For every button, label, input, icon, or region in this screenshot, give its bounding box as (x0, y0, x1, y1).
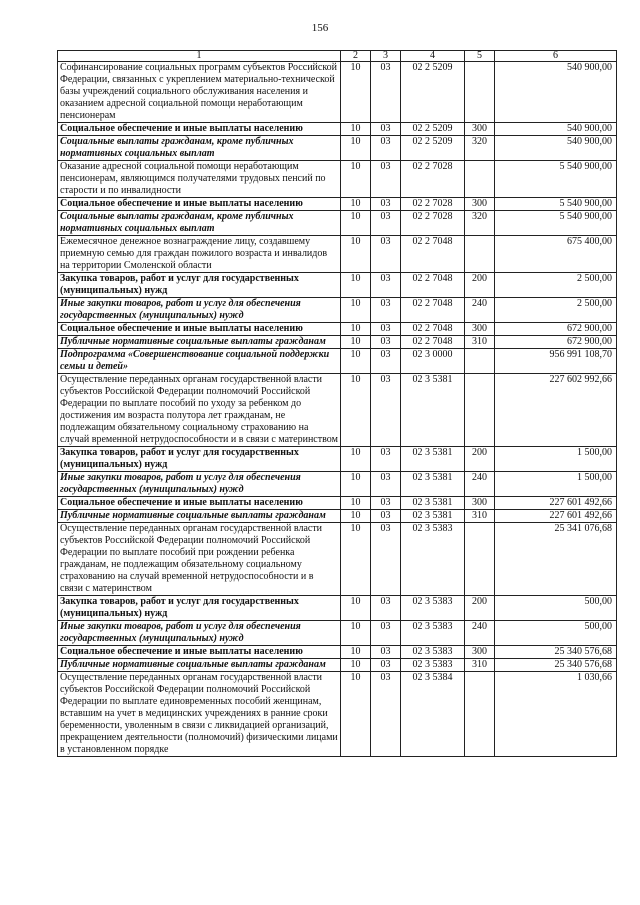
target-article-code: 02 2 7048 (401, 273, 465, 298)
amount: 540 900,00 (495, 136, 617, 161)
section-code: 10 (341, 336, 371, 349)
section-code: 10 (341, 523, 371, 596)
table-row (58, 621, 617, 646)
amount: 672 900,00 (495, 336, 617, 349)
target-article-code: 02 2 7028 (401, 161, 465, 198)
row-description: Иные закупки товаров, работ и услуг для обеспечения государственных (муниципальных) нужд (58, 621, 341, 646)
expense-type-code (465, 62, 495, 123)
row-description: Осуществление переданных органам государственной власти субъектов Российской Федерации полномочий Российской Федерации по выплате пособий по уходу за ребенком до достижения им возраста полутора лет гражданам, не подлежащим обязательному социальному страхованию на случай временной нетрудоспособности и в связи с материнством (58, 374, 341, 447)
table-row (58, 336, 617, 349)
expense-type-code: 240 (465, 298, 495, 323)
target-article-code: 02 2 7048 (401, 298, 465, 323)
table-row (58, 62, 617, 123)
expense-type-code (465, 523, 495, 596)
amount: 1 500,00 (495, 447, 617, 472)
expense-type-code: 310 (465, 659, 495, 672)
subsection-code: 03 (371, 62, 401, 123)
row-description: Ежемесячное денежное вознаграждение лицу, создавшему приемную семью для граждан пожилого возраста и инвалидов на территории Смоленской области (58, 236, 341, 273)
expense-type-code (465, 374, 495, 447)
table-row (58, 510, 617, 523)
row-description: Осуществление переданных органам государственной власти субъектов Российской Федерации полномочий Российской Федерации по выплате единовременных пособий женщинам, вставшим на учет в медицинских учреждениях в ранние сроки беременности, уволенным в связи с ликвидацией организаций, прекращением деятельности (полномочий) физическими лицами в установленном порядке (58, 672, 341, 757)
amount: 500,00 (495, 621, 617, 646)
amount: 2 500,00 (495, 298, 617, 323)
section-code: 10 (341, 646, 371, 659)
row-description: Публичные нормативные социальные выплаты гражданам (58, 659, 341, 672)
expense-type-code: 300 (465, 198, 495, 211)
target-article-code: 02 3 5383 (401, 523, 465, 596)
amount: 1 030,66 (495, 672, 617, 757)
section-code: 10 (341, 659, 371, 672)
table-row (58, 659, 617, 672)
target-article-code: 02 2 7028 (401, 198, 465, 211)
section-code: 10 (341, 323, 371, 336)
subsection-code: 03 (371, 136, 401, 161)
subsection-code: 03 (371, 510, 401, 523)
section-code: 10 (341, 211, 371, 236)
subsection-code: 03 (371, 161, 401, 198)
subsection-code: 03 (371, 236, 401, 273)
amount: 500,00 (495, 596, 617, 621)
target-article-code: 02 3 0000 (401, 349, 465, 374)
section-code: 10 (341, 497, 371, 510)
table-row (58, 161, 617, 198)
row-description: Закупка товаров, работ и услуг для государственных (муниципальных) нужд (58, 596, 341, 621)
target-article-code: 02 2 7048 (401, 336, 465, 349)
row-description: Осуществление переданных органам государственной власти субъектов Российской Федерации полномочий Российской Федерации по выплате пособий при рождении ребенка гражданам, не подлежащим обязательному социальному страхованию на случай временной нетрудоспособности и в связи с материнством (58, 523, 341, 596)
table-row (58, 198, 617, 211)
expense-type-code: 310 (465, 336, 495, 349)
section-code: 10 (341, 198, 371, 211)
expense-type-code (465, 161, 495, 198)
expense-type-code: 200 (465, 273, 495, 298)
amount: 227 601 492,66 (495, 510, 617, 523)
amount: 540 900,00 (495, 62, 617, 123)
row-description: Социальные выплаты гражданам, кроме публичных нормативных социальных выплат (58, 136, 341, 161)
row-description: Социальное обеспечение и иные выплаты населению (58, 646, 341, 659)
target-article-code: 02 3 5383 (401, 659, 465, 672)
subsection-code: 03 (371, 596, 401, 621)
target-article-code: 02 2 5209 (401, 62, 465, 123)
budget-table (57, 50, 617, 757)
row-description: Социальное обеспечение и иные выплаты населению (58, 497, 341, 510)
target-article-code: 02 3 5381 (401, 374, 465, 447)
row-description: Иные закупки товаров, работ и услуг для обеспечения государственных (муниципальных) нужд (58, 472, 341, 497)
amount: 25 340 576,68 (495, 646, 617, 659)
table-row (58, 273, 617, 298)
target-article-code: 02 3 5381 (401, 447, 465, 472)
table-row (58, 523, 617, 596)
subsection-code: 03 (371, 621, 401, 646)
header-cell: 2 (341, 51, 371, 62)
row-description: Социальное обеспечение и иные выплаты населению (58, 123, 341, 136)
section-code: 10 (341, 447, 371, 472)
subsection-code: 03 (371, 198, 401, 211)
section-code: 10 (341, 510, 371, 523)
expense-type-code: 240 (465, 621, 495, 646)
target-article-code: 02 2 5209 (401, 136, 465, 161)
row-description: Закупка товаров, работ и услуг для государственных (муниципальных) нужд (58, 447, 341, 472)
section-code: 10 (341, 472, 371, 497)
amount: 25 341 076,68 (495, 523, 617, 596)
table-row (58, 596, 617, 621)
table-row (58, 323, 617, 336)
target-article-code: 02 2 5209 (401, 123, 465, 136)
row-description: Подпрограмма «Совершенствование социальной поддержки семьи и детей» (58, 349, 341, 374)
target-article-code: 02 3 5383 (401, 621, 465, 646)
table-row (58, 672, 617, 757)
table-row (58, 646, 617, 659)
section-code: 10 (341, 298, 371, 323)
amount: 5 540 900,00 (495, 211, 617, 236)
amount: 25 340 576,68 (495, 659, 617, 672)
subsection-code: 03 (371, 211, 401, 236)
amount: 540 900,00 (495, 123, 617, 136)
target-article-code: 02 3 5381 (401, 510, 465, 523)
expense-type-code: 320 (465, 211, 495, 236)
amount: 956 991 108,70 (495, 349, 617, 374)
target-article-code: 02 3 5383 (401, 646, 465, 659)
section-code: 10 (341, 236, 371, 273)
row-description: Публичные нормативные социальные выплаты гражданам (58, 510, 341, 523)
amount: 672 900,00 (495, 323, 617, 336)
row-description: Софинансирование социальных программ субъектов Российской Федерации, связанных с укреплением материально-технической базы учреждений социального обслуживания населения и оказанием адресной социальной помощи неработающим пенсионерам (58, 62, 341, 123)
target-article-code: 02 3 5381 (401, 497, 465, 510)
amount: 1 500,00 (495, 472, 617, 497)
subsection-code: 03 (371, 646, 401, 659)
section-code: 10 (341, 349, 371, 374)
row-description: Социальное обеспечение и иные выплаты населению (58, 323, 341, 336)
table-row (58, 211, 617, 236)
table-row (58, 349, 617, 374)
expense-type-code (465, 236, 495, 273)
header-cell: 4 (401, 51, 465, 62)
expense-type-code: 310 (465, 510, 495, 523)
amount: 227 601 492,66 (495, 497, 617, 510)
subsection-code: 03 (371, 323, 401, 336)
amount: 227 602 992,66 (495, 374, 617, 447)
subsection-code: 03 (371, 472, 401, 497)
header-cell: 6 (495, 51, 617, 62)
section-code: 10 (341, 374, 371, 447)
table-row (58, 447, 617, 472)
row-description: Закупка товаров, работ и услуг для государственных (муниципальных) нужд (58, 273, 341, 298)
section-code: 10 (341, 136, 371, 161)
subsection-code: 03 (371, 447, 401, 472)
table-row (58, 136, 617, 161)
expense-type-code: 300 (465, 646, 495, 659)
subsection-code: 03 (371, 672, 401, 757)
table-row (58, 497, 617, 510)
subsection-code: 03 (371, 123, 401, 136)
expense-type-code: 200 (465, 596, 495, 621)
table-row (58, 374, 617, 447)
table-row (58, 472, 617, 497)
page-number: 156 (311, 22, 329, 34)
amount: 2 500,00 (495, 273, 617, 298)
section-code: 10 (341, 123, 371, 136)
target-article-code: 02 3 5384 (401, 672, 465, 757)
target-article-code: 02 3 5383 (401, 596, 465, 621)
row-description: Публичные нормативные социальные выплаты гражданам (58, 336, 341, 349)
section-code: 10 (341, 672, 371, 757)
table-row (58, 123, 617, 136)
amount: 675 400,00 (495, 236, 617, 273)
target-article-code: 02 2 7028 (401, 211, 465, 236)
table-row (58, 298, 617, 323)
expense-type-code: 320 (465, 136, 495, 161)
subsection-code: 03 (371, 497, 401, 510)
row-description: Иные закупки товаров, работ и услуг для обеспечения государственных (муниципальных) нужд (58, 298, 341, 323)
row-description: Социальное обеспечение и иные выплаты населению (58, 198, 341, 211)
target-article-code: 02 2 7048 (401, 236, 465, 273)
section-code: 10 (341, 62, 371, 123)
target-article-code: 02 2 7048 (401, 323, 465, 336)
expense-type-code (465, 349, 495, 374)
section-code: 10 (341, 161, 371, 198)
header-cell: 1 (58, 51, 341, 62)
amount: 5 540 900,00 (495, 161, 617, 198)
subsection-code: 03 (371, 374, 401, 447)
expense-type-code: 200 (465, 447, 495, 472)
section-code: 10 (341, 621, 371, 646)
subsection-code: 03 (371, 273, 401, 298)
subsection-code: 03 (371, 298, 401, 323)
row-description: Социальные выплаты гражданам, кроме публичных нормативных социальных выплат (58, 211, 341, 236)
expense-type-code (465, 672, 495, 757)
subsection-code: 03 (371, 336, 401, 349)
table-header-row (58, 51, 617, 62)
header-cell: 3 (371, 51, 401, 62)
table-row (58, 236, 617, 273)
subsection-code: 03 (371, 523, 401, 596)
expense-type-code: 300 (465, 123, 495, 136)
expense-type-code: 240 (465, 472, 495, 497)
expense-type-code: 300 (465, 323, 495, 336)
expense-type-code: 300 (465, 497, 495, 510)
row-description: Оказание адресной социальной помощи неработающим пенсионерам, являющимся получателями трудовых пенсий по старости и по инвалидности (58, 161, 341, 198)
header-cell: 5 (465, 51, 495, 62)
amount: 5 540 900,00 (495, 198, 617, 211)
section-code: 10 (341, 596, 371, 621)
target-article-code: 02 3 5381 (401, 472, 465, 497)
subsection-code: 03 (371, 659, 401, 672)
subsection-code: 03 (371, 349, 401, 374)
section-code: 10 (341, 273, 371, 298)
